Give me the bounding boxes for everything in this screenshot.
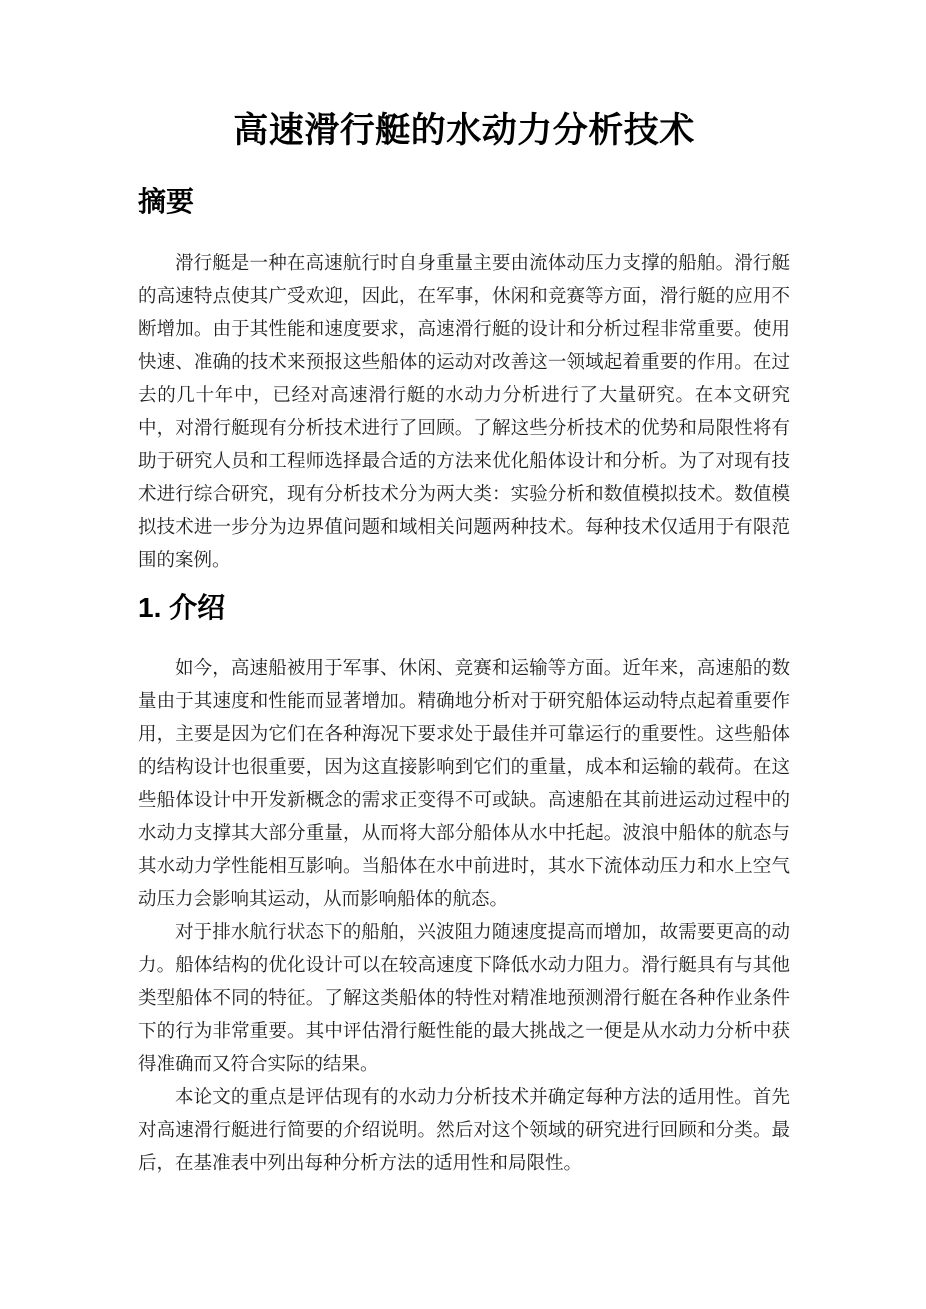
introduction-paragraph-1: 如今，高速船被用于军事、休闲、竞赛和运输等方面。近年来，高速船的数量由于其速度和性能而显著增加。精确地分析对于研究船体运动特点起着重要作用，主要是因为它们在各种海况下要求处于最佳并可靠运行的重要性。这些船体的结构设计也很重要，因为这直接影响到它们的重量，成本和运输的载荷。在这些船体设计中开发新概念的需求正变得不可或缺。高速船在其前进运动过程中的水动力支撑其大部分重量，从而将大部分船体从水中托起。波浪中船体的航态与其水动力学性能相互影响。当船体在水中前进时，其水下流体动压力和水上空气动压力会影响其运动，从而影响船体的航态。: [138, 659, 790, 910]
introduction-paragraph-2: 对于排水航行状态下的船舶，兴波阻力随速度提高而增加，故需要更高的动力。船体结构的优化设计可以在较高速度下降低水动力阻力。滑行艇具有与其他类型船体不同的特征。了解这类船体的特性对精准地预测滑行艇在各种作业条件下的行为非常重要。其中评估滑行艇性能的最大挑战之一便是从水动力分析中获得准确而又符合实际的结果。: [138, 923, 790, 1075]
document-title: 高速滑行艇的水动力分析技术: [233, 111, 695, 150]
document-content: [138, 0, 790, 1181]
introduction-paragraph-3: 本论文的重点是评估现有的水动力分析技术并确定每种方法的适用性。首先对高速滑行艇进行简要的介绍说明。然后对这个领域的研究进行回顾和分类。最后，在基准表中列出每种分析方法的适用性和局限性。: [138, 1088, 790, 1174]
introduction-heading: 1. 介绍: [138, 592, 226, 623]
abstract-heading: 摘要: [138, 186, 195, 217]
abstract-paragraph: 滑行艇是一种在高速航行时自身重量主要由流体动压力支撑的船舶。滑行艇的高速特点使其广受欢迎，因此，在军事，休闲和竞赛等方面，滑行艇的应用不断增加。由于其性能和速度要求，高速滑行艇的设计和分析过程非常重要。使用快速、准确的技术来预报这些船体的运动对改善这一领域起着重要的作用。在过去的几十年中，已经对高速滑行艇的水动力分析进行了大量研究。在本文研究中，对滑行艇现有分析技术进行了回顾。了解这些分析技术的优势和局限性将有助于研究人员和工程师选择最合适的方法来优化船体设计和分析。为了对现有技术进行综合研究，现有分析技术分为两大类：实验分析和数值模拟技术。数值模拟技术进一步分为边界值问题和域相关问题两种技术。每种技术仅适用于有限范围的案例。: [138, 254, 790, 571]
